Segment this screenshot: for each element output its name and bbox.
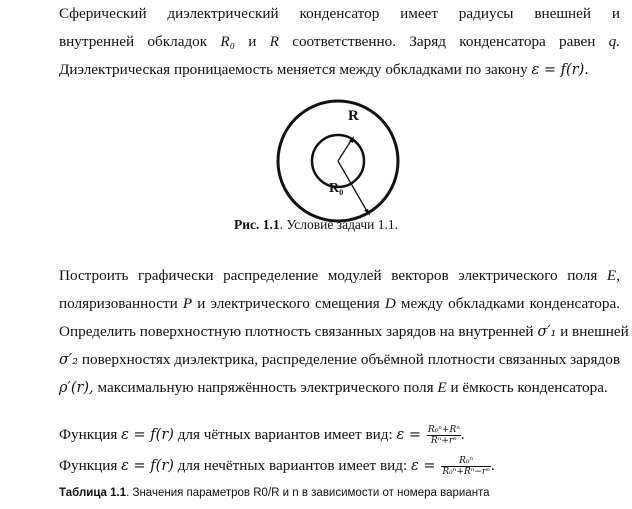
caption-text: . Условие задачи 1.1. xyxy=(279,217,399,232)
text-segment: поляризованности xyxy=(59,295,178,312)
figure-caption xyxy=(0,217,632,233)
text-line xyxy=(14,318,629,346)
variable-E: E, xyxy=(606,267,620,284)
radius-R0-arrow xyxy=(338,139,352,161)
formula-lhs: ε = xyxy=(396,427,422,443)
text-line: Сферический диэлектрический конденсатор имеет радиусы внешней и xyxy=(59,5,620,22)
text-segment: между обкладками конденсатора. xyxy=(400,295,620,312)
fraction-denominator: R₀ⁿ+Rⁿ−rⁿ xyxy=(442,467,490,478)
text-segment: и электрического смещения xyxy=(197,295,380,312)
variable-E: E xyxy=(437,379,447,396)
table-caption-text: . Значения параметров R0/R и n в зависимости от номера варианта xyxy=(126,487,490,499)
text-segment: для нечётных вариантов имеет вид: xyxy=(177,457,408,474)
text-segment: и ёмкость конденсатора. xyxy=(450,379,608,396)
text-line xyxy=(14,262,620,290)
variable-R0: R₀ xyxy=(220,33,235,50)
text-line xyxy=(14,56,620,84)
variable-rho: ρ′(r), xyxy=(59,380,94,396)
text-segment: и xyxy=(248,33,257,50)
text-segment: Функция xyxy=(59,426,118,443)
text-segment: . xyxy=(460,426,465,443)
text-segment: соответственно. Заряд конденсатора равен xyxy=(292,33,596,50)
text-segment: Построить графически распределение модулей векторов электрического поля xyxy=(59,267,598,284)
label-R0: R₀ xyxy=(329,181,344,196)
label-R: R xyxy=(348,108,359,124)
text-segment: внутренней обкладок xyxy=(59,33,208,50)
variable-R: R xyxy=(269,33,279,50)
fraction-denominator: Rⁿ+rⁿ xyxy=(430,436,457,447)
variable-D: D xyxy=(384,295,396,312)
text-segment: для чётных вариантов имеет вид: xyxy=(177,426,393,443)
caption-label: Рис. 1.1 xyxy=(233,217,280,232)
text-line xyxy=(14,346,620,374)
formula-fraction xyxy=(441,456,491,477)
variable-q: q. xyxy=(608,33,621,50)
capacitor-diagram xyxy=(273,96,403,226)
text-segment: . xyxy=(490,457,495,474)
variable-sigma2: σ′₂ xyxy=(59,352,79,368)
task-statement xyxy=(14,262,629,402)
text-segment: Диэлектрическая проницаемость меняется между обкладками по закону xyxy=(59,61,528,78)
text-segment: максимальную напряжённость электрического поля xyxy=(97,379,434,396)
function-even-variants xyxy=(59,421,465,449)
text-segment: поверхностях диэлектрика, распределение объёмной плотности связанных зарядов xyxy=(81,351,620,368)
formula-lhs: ε = xyxy=(411,458,436,474)
formula-epsilon: ε = f(r) xyxy=(121,427,174,443)
variable-P: P xyxy=(182,295,193,312)
table-caption-label: Таблица 1.1 xyxy=(59,487,127,499)
function-odd-variants xyxy=(59,452,495,480)
text-segment: и внешней xyxy=(560,323,629,340)
formula-epsilon: ε = f(r) xyxy=(121,458,174,474)
problem-statement xyxy=(14,0,620,84)
text-segment: Функция xyxy=(59,457,118,474)
fraction-numerator: R₀ⁿ+Rⁿ xyxy=(427,425,460,436)
formula-fraction xyxy=(427,425,461,446)
table-caption xyxy=(59,487,490,499)
variable-sigma1: σ′₁ xyxy=(537,324,557,340)
fraction-numerator: R₀ⁿ xyxy=(441,456,491,467)
text-line xyxy=(14,28,620,56)
text-line xyxy=(14,374,620,402)
text-line xyxy=(14,290,620,318)
text-segment: Определить поверхностную плотность связанных зарядов на внутренней xyxy=(59,323,534,340)
formula-epsilon: ε = f(r). xyxy=(531,62,589,78)
